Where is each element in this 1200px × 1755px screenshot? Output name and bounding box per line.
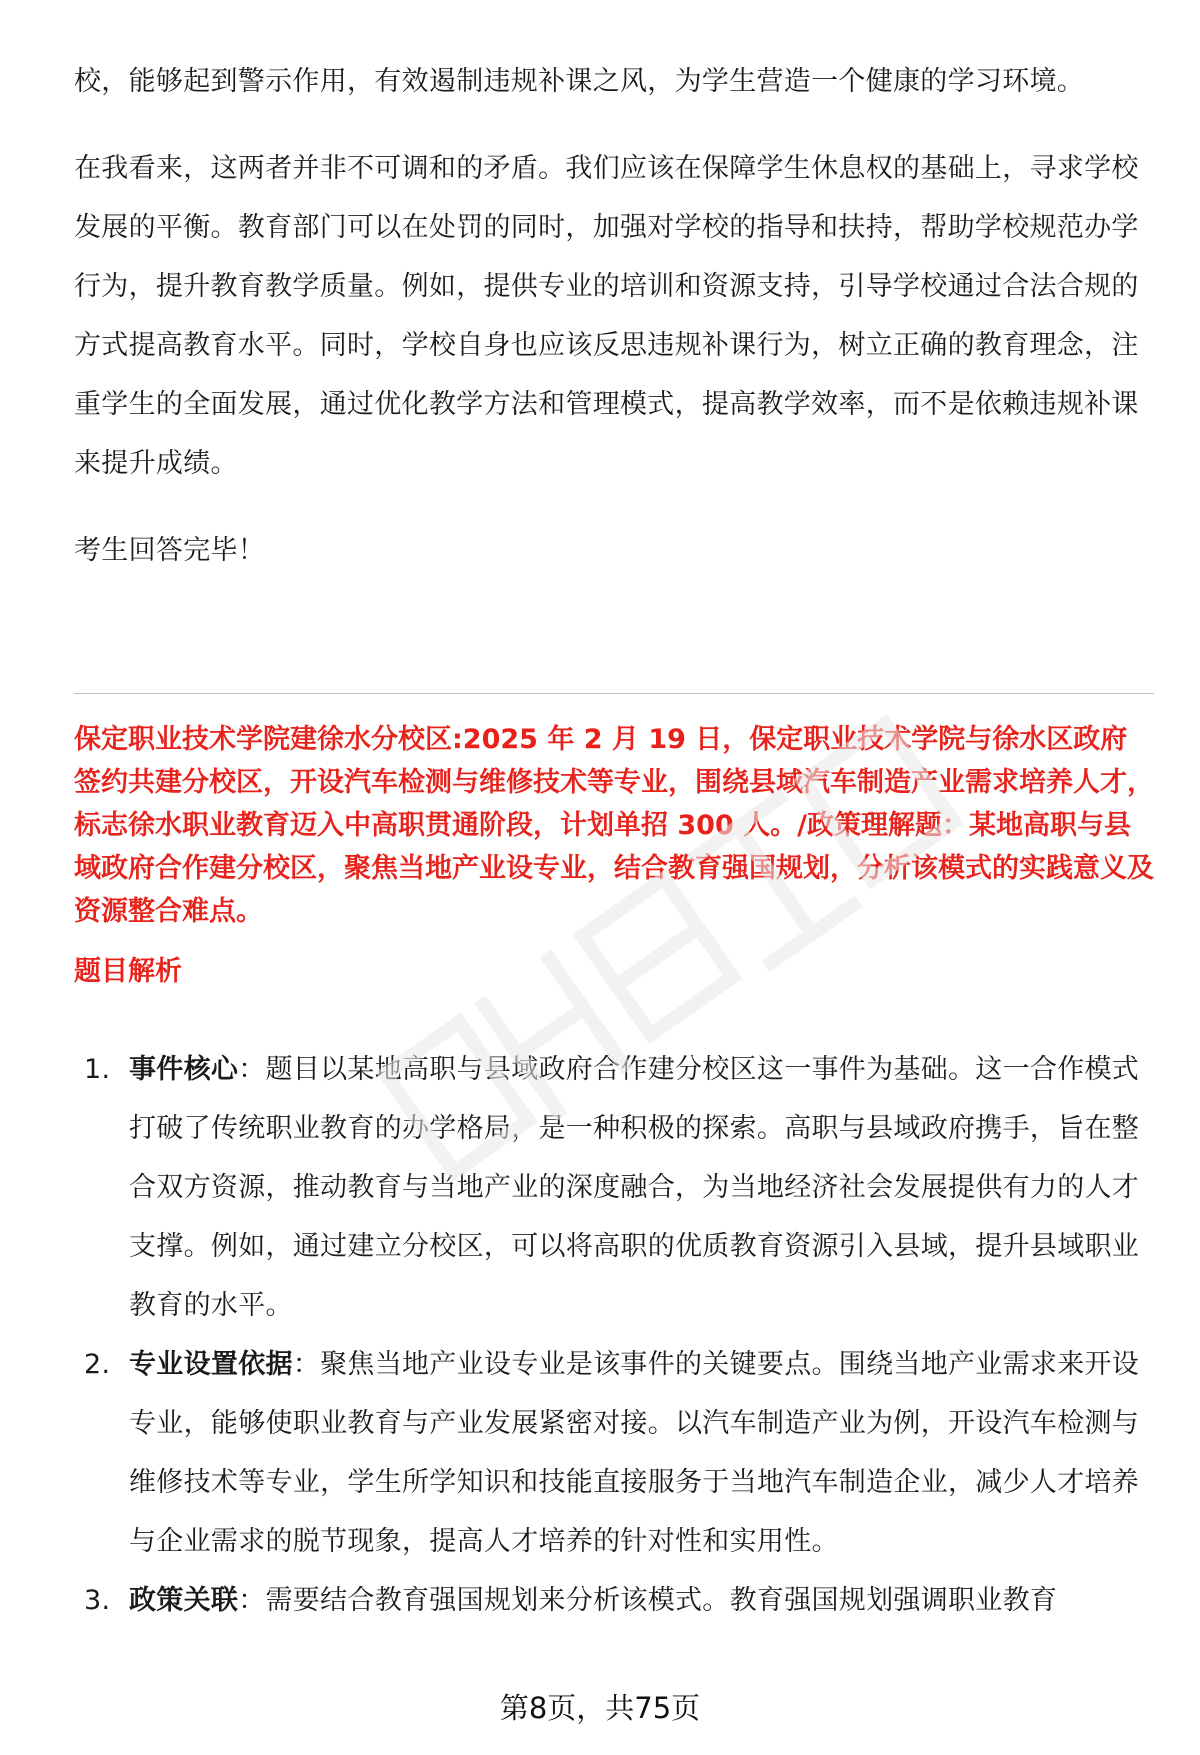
list-item: [74, 1335, 1154, 1571]
list-item: [74, 1571, 1154, 1630]
paragraph-gap: [74, 493, 1154, 521]
paragraph-continuation: 校，能够起到警示作用，有效遏制违规补课之风，为学生营造一个健康的学习环境。: [74, 66, 1085, 97]
paragraph-gap: [74, 111, 1154, 139]
list-number: 2.: [84, 1349, 111, 1380]
paragraph-opinion: 在我看来，这两者并非不可调和的矛盾。我们应该在保障学生休息权的基础上，寻求学校发展的平衡。教育部门可以在处罚的同时，加强对学校的指导和扶持，帮助学校规范办学行为，提升教育教学质量。例如，提供专业的培训和资源支持，引导学校通过合法合规的方式提高教育水平。同时，学校自身也应该反思违规补课行为，树立正确的教育理念，注重学生的全面发展，通过优化教学方法和管理模式，提高教学效率，而不是依赖违规补课来提升成绩。: [74, 153, 1139, 479]
section-divider: [74, 693, 1154, 694]
list-item-heading: 事件核心: [129, 1054, 239, 1085]
list-item-heading: 专业设置依据: [129, 1349, 293, 1380]
list-item: [74, 1040, 1154, 1335]
paragraph-closing: 考生回答完毕！: [74, 535, 266, 566]
list-number: 3.: [84, 1585, 111, 1616]
list-number: 1.: [84, 1054, 111, 1085]
question-text: 保定职业技术学院建徐水分校区:2025 年 2 月 19 日，保定职业技术学院与徐水区政府签约共建分校区，开设汽车检测与维修技术等专业，围绕县域汽车制造产业需求培养人才，标志徐水职业教育迈入中高职贯通阶段，计划单招 300 人。/政策理解题：某地高职与县域政府合作建分校区，聚焦当地产业设专业，结合教育强国规划，分析该模式的实践意义及资源整合难点。: [74, 724, 1154, 927]
page-number-footer: 第8页，共75页: [499, 1691, 701, 1725]
analysis-list: [74, 1040, 1154, 1630]
list-item-text: ：聚焦当地产业设专业是该事件的关键要点。围绕当地产业需求来开设专业，能够使职业教育与产业发展紧密对接。以汽车制造产业为例，开设汽车检测与维修技术等专业，学生所学知识和技能直接服务于当地汽车制造企业，减少人才培养与企业需求的脱节现象，提高人才培养的针对性和实用性。: [129, 1349, 1140, 1557]
list-item-text: ：需要结合教育强国规划来分析该模式。教育强国规划强调职业教育: [238, 1585, 1058, 1616]
section-title: 题目解析: [74, 956, 182, 987]
list-item-heading: 政策关联: [129, 1585, 239, 1616]
list-item-text: ：题目以某地高职与县域政府合作建分校区这一事件为基础。这一合作模式打破了传统职业教育的办学格局，是一种积极的探索。高职与县域政府携手，旨在整合双方资源，推动教育与当地产业的深度融合，为当地经济社会发展提供有力的人才支撑。例如，通过建立分校区，可以将高职的优质教育资源引入县域，提升县域职业教育的水平。: [129, 1054, 1140, 1321]
page-body: [74, 52, 1154, 580]
